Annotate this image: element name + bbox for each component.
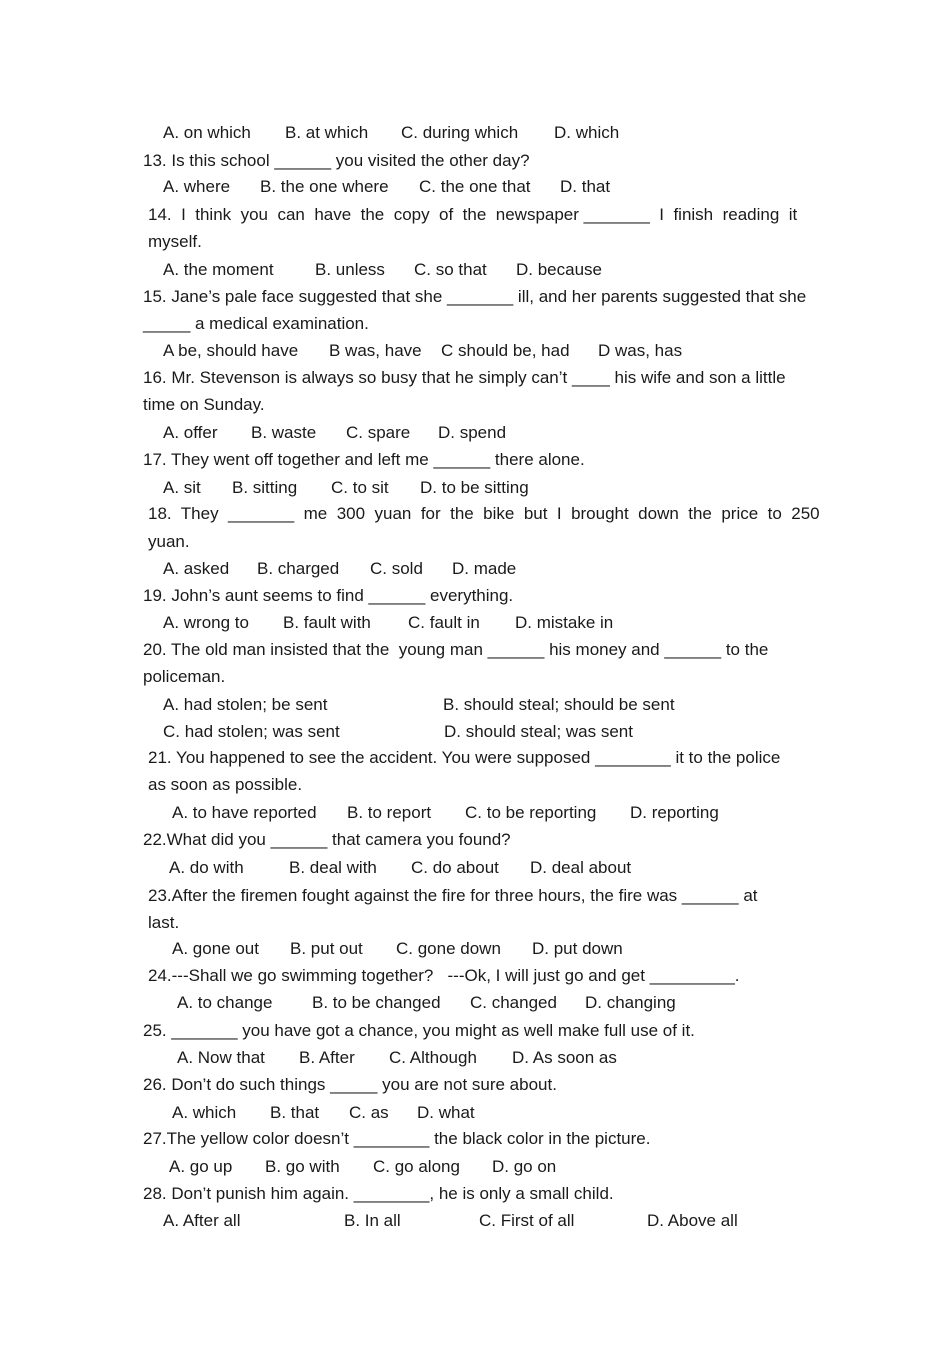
question-23-stem-line2: last.	[148, 913, 180, 932]
option-a: A. the moment	[163, 260, 274, 279]
question-21-stem-line2: as soon as possible.	[148, 775, 303, 794]
option-a: A. go up	[169, 1157, 233, 1176]
option-b: B. that	[270, 1103, 320, 1122]
option-b: B. In all	[344, 1211, 401, 1230]
option-d: D. changing	[585, 993, 676, 1012]
question-20-stem-line2: policeman.	[143, 667, 226, 686]
option-b: B. waste	[251, 423, 317, 442]
question-27-stem: 27.The yellow color doesn’t ________ the black color in the picture.	[143, 1129, 651, 1148]
option-d: D. what	[417, 1103, 475, 1122]
option-b: B. put out	[290, 939, 363, 958]
option-b: B. fault with	[283, 613, 371, 632]
option-d: D. reporting	[630, 803, 719, 822]
option-c: C. Although	[389, 1048, 477, 1067]
option-a: A. Now that	[177, 1048, 265, 1067]
option-a: A. asked	[163, 559, 230, 578]
option-c: C. spare	[346, 423, 411, 442]
option-d: D was, has	[598, 341, 683, 360]
option-b: B. After	[299, 1048, 355, 1067]
option-c: C. changed	[470, 993, 557, 1012]
option-b: B. should steal; should be sent	[443, 695, 675, 714]
question-23-stem-line1: 23.After the firemen fought against the fire for three hours, the fire was ______ at	[148, 886, 758, 905]
question-22-stem: 22.What did you ______ that camera you found?	[143, 830, 511, 849]
option-a: A. on which	[163, 123, 251, 142]
option-a: A be, should have	[163, 341, 299, 360]
option-c: C. the one that	[419, 177, 531, 196]
question-14-stem-line1: 14. I think you can have the copy of the newspaper _______ I finish reading it	[148, 205, 798, 224]
question-19-stem: 19. John’s aunt seems to find ______ everything.	[143, 586, 514, 605]
option-d: D. to be sitting	[420, 478, 529, 497]
question-17-stem: 17. They went off together and left me ______ there alone.	[143, 450, 585, 469]
option-b: B. go with	[265, 1157, 340, 1176]
option-d: D. go on	[492, 1157, 557, 1176]
option-b: B. the one where	[260, 177, 389, 196]
option-d: D. put down	[532, 939, 623, 958]
option-d: D. because	[516, 260, 602, 279]
option-c: C. to sit	[331, 478, 389, 497]
option-c: C. to be reporting	[465, 803, 597, 822]
option-c: C. do about	[411, 858, 499, 877]
option-b: B. to report	[347, 803, 432, 822]
question-15-stem-line1: 15. Jane’s pale face suggested that she _______ ill, and her parents suggested that she	[143, 287, 807, 306]
option-c: C. fault in	[408, 613, 480, 632]
option-c: C. sold	[370, 559, 423, 578]
question-18-stem-line1: 18. They _______ me 300 yuan for the bike but I brought down the price to 250	[148, 504, 820, 523]
option-d: D. Above all	[647, 1211, 738, 1230]
option-d: D. that	[560, 177, 611, 196]
option-a: A. had stolen; be sent	[163, 695, 328, 714]
question-18-stem-line2: yuan.	[148, 532, 190, 551]
option-b: B was, have	[329, 341, 422, 360]
option-a: A. sit	[163, 478, 201, 497]
option-b: B. sitting	[232, 478, 298, 497]
option-d: D. should steal; was sent	[444, 722, 633, 741]
option-c: C. so that	[414, 260, 487, 279]
option-a: A. offer	[163, 423, 218, 442]
option-d: D. spend	[438, 423, 507, 442]
option-d: D. As soon as	[512, 1048, 617, 1067]
option-a: A. to change	[177, 993, 273, 1012]
option-d: D. mistake in	[515, 613, 614, 632]
question-16-stem-line1: 16. Mr. Stevenson is always so busy that he simply can’t ____ his wife and son a little	[143, 368, 786, 387]
option-c: C. go along	[373, 1157, 460, 1176]
option-b: B. charged	[257, 559, 340, 578]
question-20-stem-line1: 20. The old man insisted that the young man ______ his money and ______ to the	[143, 640, 769, 659]
option-d: D. deal about	[530, 858, 632, 877]
option-c: C. gone down	[396, 939, 501, 958]
option-c: C. during which	[401, 123, 519, 142]
question-24-stem: 24.---Shall we go swimming together? ---Ok, I will just go and get _________.	[148, 966, 740, 985]
option-d: D. made	[452, 559, 517, 578]
question-26-stem: 26. Don’t do such things _____ you are not sure about.	[143, 1075, 557, 1094]
option-b: B. at which	[285, 123, 369, 142]
option-b: B. to be changed	[312, 993, 441, 1012]
option-a: A. to have reported	[172, 803, 317, 822]
option-a: A. gone out	[172, 939, 259, 958]
option-a: A. wrong to	[163, 613, 249, 632]
option-c: C. as	[349, 1103, 389, 1122]
option-c: C should be, had	[441, 341, 570, 360]
question-13-stem: 13. Is this school ______ you visited the other day?	[143, 151, 530, 170]
option-a: A. where	[163, 177, 231, 196]
option-a: A. After all	[163, 1211, 241, 1230]
option-b: B. deal with	[289, 858, 377, 877]
question-14-stem-line2: myself.	[148, 232, 202, 251]
option-a: A. which	[172, 1103, 237, 1122]
question-28-stem: 28. Don’t punish him again. ________, he is only a small child.	[143, 1184, 614, 1203]
option-a: A. do with	[169, 858, 244, 877]
question-16-stem-line2: time on Sunday.	[143, 395, 265, 414]
question-21-stem-line1: 21. You happened to see the accident. You were supposed ________ it to the police	[148, 748, 781, 767]
option-b: B. unless	[315, 260, 385, 279]
question-25-stem: 25. _______ you have got a chance, you might as well make full use of it.	[143, 1021, 695, 1040]
option-c: C. First of all	[479, 1211, 575, 1230]
question-15-stem-line2: _____ a medical examination.	[143, 314, 369, 333]
option-d: D. which	[554, 123, 620, 142]
option-c: C. had stolen; was sent	[163, 722, 340, 741]
